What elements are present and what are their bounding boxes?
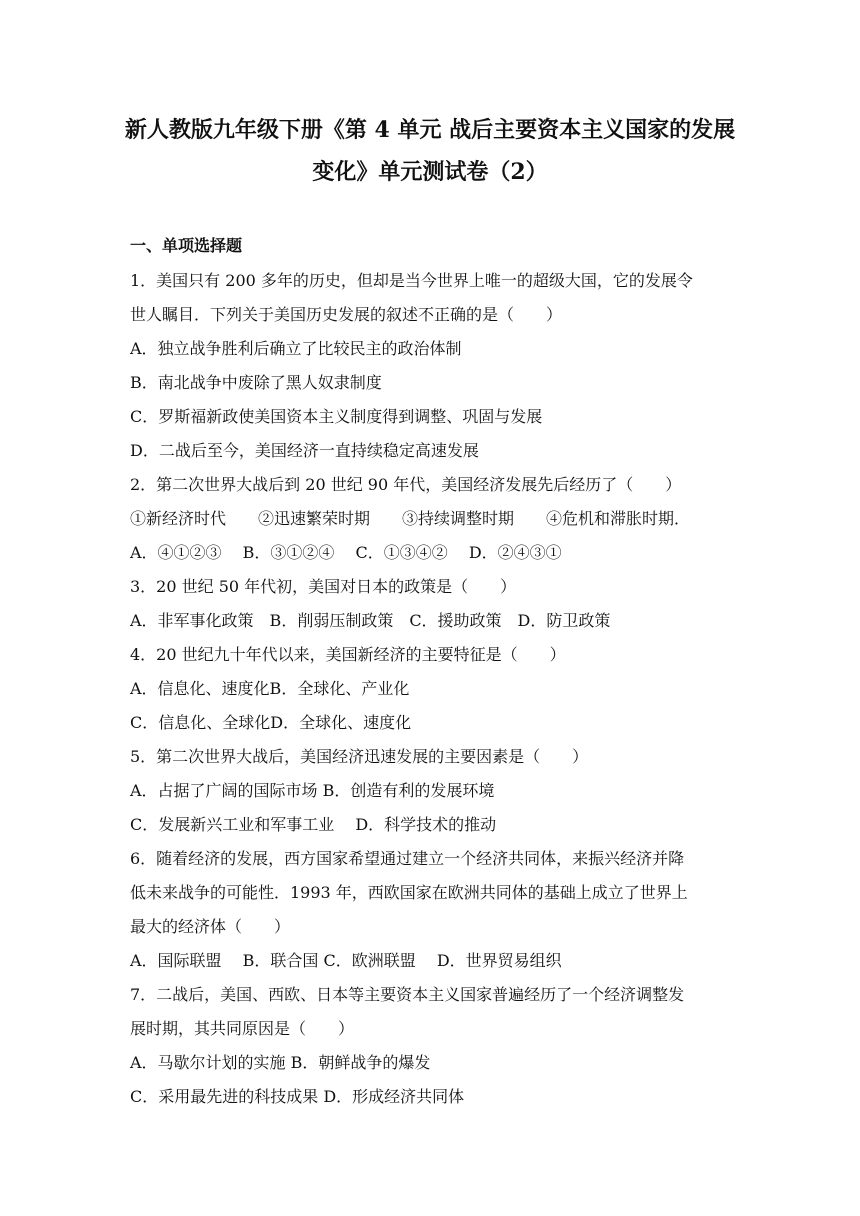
text-line: A．信息化、速度化B．全球化、产业化 <box>130 679 410 698</box>
text-line: D．二战后至今，美国经济一直持续稳定高速发展 <box>130 441 479 460</box>
text-line: C．罗斯福新政使美国资本主义制度得到调整、巩固与发展 <box>130 407 543 426</box>
text-line: 最大的经济体（ ） <box>130 917 291 936</box>
text-line: 展时期，其共同原因是（ ） <box>130 1019 355 1038</box>
document-title-line-1: 新人教版九年级下册《第 4 单元 战后主要资本主义国家的发展 <box>124 117 736 143</box>
text-line: 低未来战争的可能性．1993 年，西欧国家在欧洲共同体的基础上成立了世界上 <box>130 883 688 902</box>
section-heading: 一、单项选择题 <box>130 236 243 255</box>
text-line: A．占据了广阔的国际市场 B．创造有利的发展环境 <box>130 781 495 800</box>
text-line: C．信息化、全球化D．全球化、速度化 <box>130 713 412 732</box>
text-line: 世人瞩目．下列关于美国历史发展的叙述不正确的是（ ） <box>130 305 563 324</box>
text-line: A．国际联盟 B．联合国 C．欧洲联盟 D．世界贸易组织 <box>130 951 562 970</box>
text-line: C．发展新兴工业和军事工业 D．科学技术的推动 <box>130 815 497 834</box>
text-line: B．南北战争中废除了黑人奴隶制度 <box>130 373 382 392</box>
text-line: A．马歇尔计划的实施 B．朝鲜战争的爆发 <box>130 1053 431 1072</box>
text-line: C．采用最先进的科技成果 D．形成经济共同体 <box>130 1087 465 1106</box>
text-line: A．独立战争胜利后确立了比较民主的政治体制 <box>130 339 462 358</box>
text-line: A．④①②③ B．③①②④ C．①③④② D．②④③① <box>130 543 562 562</box>
text-line: 6．随着经济的发展，西方国家希望通过建立一个经济共同体，来振兴经济并降 <box>130 849 685 868</box>
text-line: 3．20 世纪 50 年代初，美国对日本的政策是（ ） <box>130 577 517 596</box>
document-title-line-2: 变化》单元测试卷（2） <box>312 159 548 185</box>
text-line: 4．20 世纪九十年代以来，美国新经济的主要特征是（ ） <box>130 645 566 664</box>
question-body <box>130 264 740 1114</box>
text-line: 1．美国只有 200 多年的历史，但却是当今世界上唯一的超级大国，它的发展令 <box>130 271 693 290</box>
text-line: ①新经济时代 ②迅速繁荣时期 ③持续调整时期 ④危机和滞胀时期． <box>130 509 691 528</box>
text-line: A．非军事化政策 B．削弱压制政策 C．援助政策 D．防卫政策 <box>130 611 611 630</box>
text-line: 2．第二次世界大战后到 20 世纪 90 年代，美国经济发展先后经历了（ ） <box>130 475 682 494</box>
text-line: 7．二战后，美国、西欧、日本等主要资本主义国家普遍经历了一个经济调整发 <box>130 985 685 1004</box>
text-line: 5．第二次世界大战后，美国经济迅速发展的主要因素是（ ） <box>130 747 589 766</box>
